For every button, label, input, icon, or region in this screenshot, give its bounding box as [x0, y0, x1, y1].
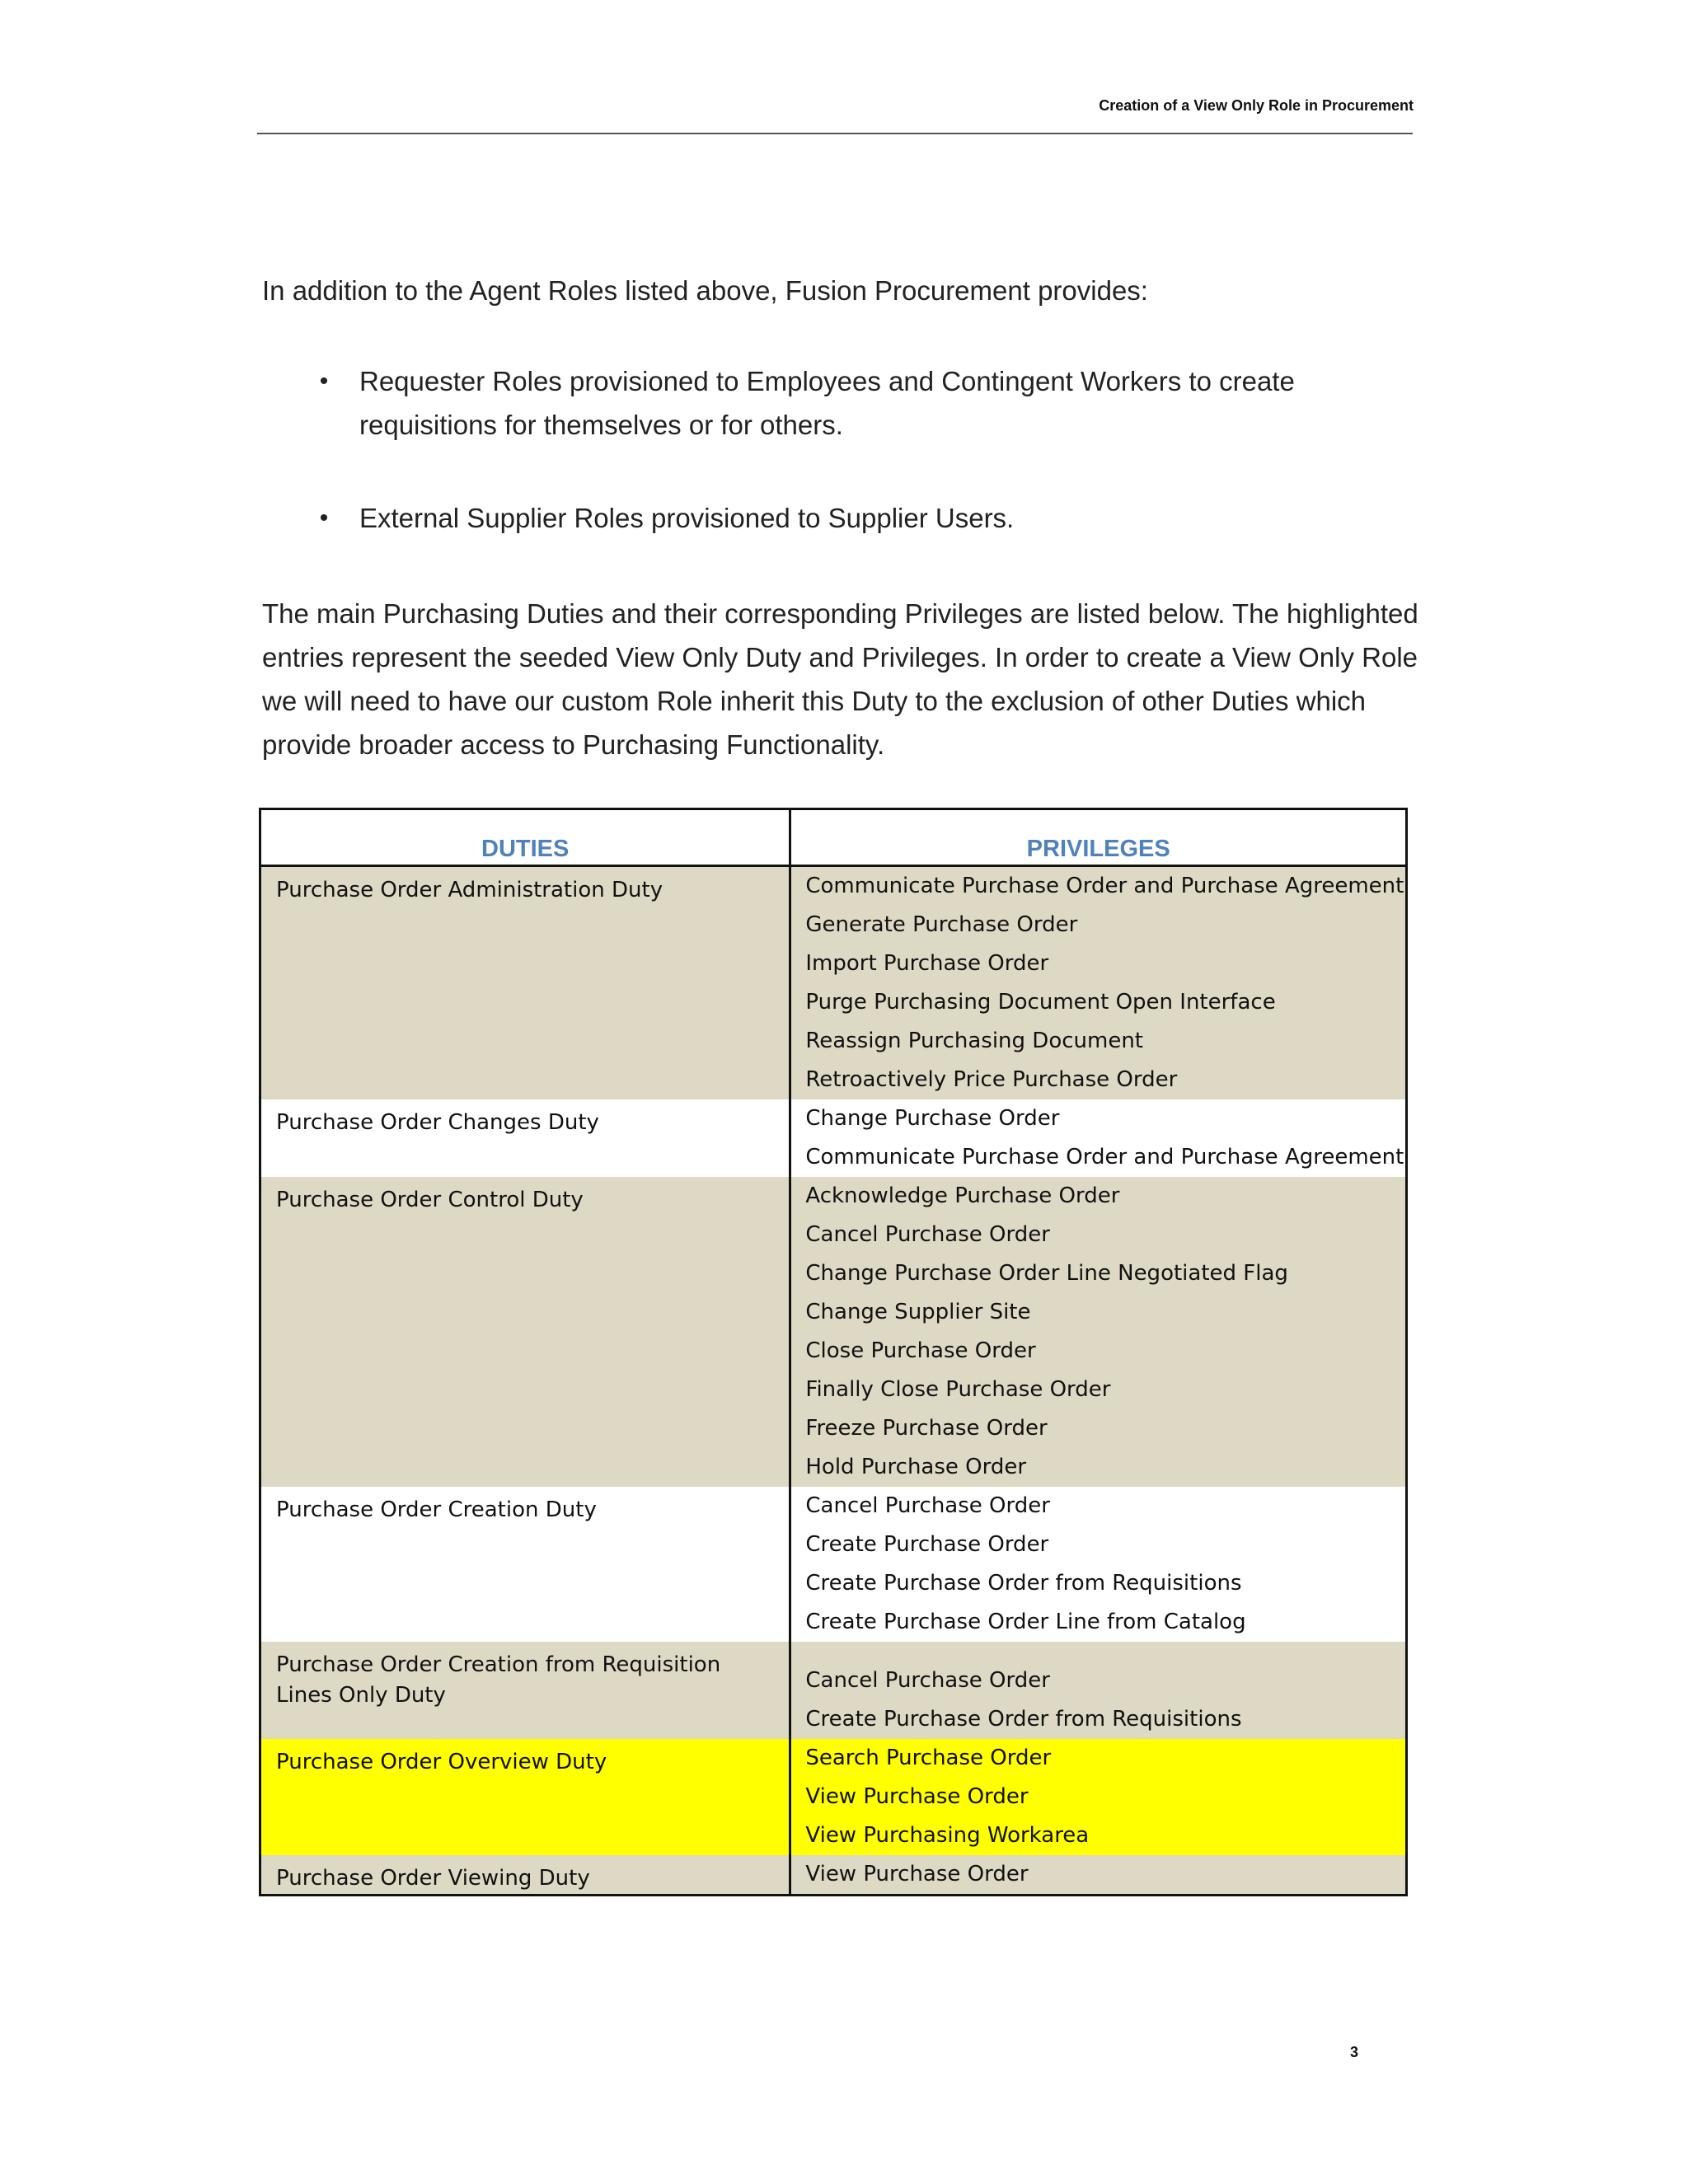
table-row-po-changes-duty [260, 1099, 1407, 1177]
table-row-po-control-duty [260, 1177, 1407, 1487]
privileges-cell [790, 866, 1407, 1100]
privilege-item: Communicate Purchase Order and Purchase Agreement [805, 874, 1404, 898]
privilege-item: Cancel Purchase Order [805, 1493, 1050, 1518]
bullet-item-requester-roles [262, 359, 1416, 447]
table-row-po-viewing-duty [260, 1855, 1407, 1896]
privilege-item: Create Purchase Order [805, 1532, 1049, 1557]
privilege-item: Create Purchase Order from Requisitions [805, 1707, 1242, 1732]
privilege-item: Hold Purchase Order [805, 1455, 1027, 1479]
header-rule [257, 133, 1413, 134]
bullet-icon: • [319, 368, 329, 395]
privileges-column-header: PRIVILEGES [790, 809, 1407, 866]
privilege-item: Create Purchase Order from Requisitions [805, 1571, 1242, 1596]
privileges-cell [790, 1739, 1407, 1855]
privilege-item: Generate Purchase Order [805, 912, 1078, 937]
table-row-po-administration-duty [260, 866, 1407, 1100]
privilege-item: View Purchase Order [805, 1862, 1029, 1886]
table-row-po-overview-duty-highlighted [260, 1739, 1407, 1855]
duty-cell: Purchase Order Changes Duty [260, 1099, 790, 1177]
bullet-list [262, 359, 1416, 540]
privilege-item: Change Supplier Site [805, 1300, 1031, 1324]
privilege-item: Reassign Purchasing Document [805, 1029, 1144, 1053]
bullet-text: External Supplier Roles provisioned to Supplier Users. [359, 503, 1015, 533]
privilege-item: Finally Close Purchase Order [805, 1377, 1111, 1402]
privilege-item: View Purchase Order [805, 1784, 1029, 1809]
duty-cell: Purchase Order Administration Duty [260, 866, 790, 1100]
duty-cell: Purchase Order Creation Duty [260, 1487, 790, 1642]
duty-cell: Purchase Order Creation from Requisition Lines Only Duty [260, 1642, 790, 1739]
privilege-item: Cancel Purchase Order [805, 1668, 1050, 1693]
intro-paragraph: In addition to the Agent Roles listed above, Fusion Procurement provides: [262, 275, 1148, 306]
privilege-item: Freeze Purchase Order [805, 1416, 1048, 1441]
privilege-item: Communicate Purchase Order and Purchase Agreement [805, 1145, 1404, 1169]
duties-privileges-table [259, 808, 1408, 1896]
table-row-po-creation-from-requisition-lines-duty [260, 1642, 1407, 1739]
privilege-item: Search Purchase Order [805, 1746, 1052, 1770]
privilege-item: Acknowledge Purchase Order [805, 1183, 1120, 1208]
privilege-item: View Purchasing Workarea [805, 1823, 1090, 1848]
privilege-item: Cancel Purchase Order [805, 1222, 1050, 1247]
main-paragraph: The main Purchasing Duties and their corresponding Privileges are listed below. The highlighted entries represent the seeded View Only Duty and Privileges. In order to create a View Only Role we will need to have our custom Role inherit this Duty to the exclusion of other Duties which provide broader access to Purchasing Functionality. [262, 598, 1418, 760]
running-header-title: Creation of a View Only Role in Procurement [1099, 97, 1414, 114]
duty-cell: Purchase Order Control Duty [260, 1177, 790, 1487]
privileges-cell [790, 1177, 1407, 1487]
privileges-cell [790, 1642, 1407, 1739]
privileges-cell [790, 1099, 1407, 1177]
bullet-icon: • [319, 504, 329, 532]
privilege-item: Change Purchase Order [805, 1106, 1060, 1131]
privileges-cell [790, 1487, 1407, 1642]
privilege-item: Close Purchase Order [805, 1338, 1036, 1363]
privilege-item: Purge Purchasing Document Open Interface [805, 990, 1276, 1015]
bullet-text: Requester Roles provisioned to Employees and Contingent Workers to create requisitions for themselves or for others. [359, 366, 1295, 440]
bullet-item-supplier-roles [262, 496, 1416, 540]
duty-cell: Purchase Order Overview Duty [260, 1739, 790, 1855]
privilege-item: Change Purchase Order Line Negotiated Flag [805, 1261, 1288, 1286]
duty-cell: Purchase Order Viewing Duty [260, 1855, 790, 1896]
privileges-cell [790, 1855, 1407, 1896]
privilege-item: Retroactively Price Purchase Order [805, 1067, 1178, 1092]
privilege-item: Create Purchase Order Line from Catalog [805, 1610, 1246, 1634]
table-row-po-creation-duty [260, 1487, 1407, 1642]
page-number: 3 [1350, 2044, 1359, 2060]
table-header-row [260, 809, 1407, 866]
duties-column-header: DUTIES [260, 809, 790, 866]
privilege-item: Import Purchase Order [805, 951, 1049, 976]
